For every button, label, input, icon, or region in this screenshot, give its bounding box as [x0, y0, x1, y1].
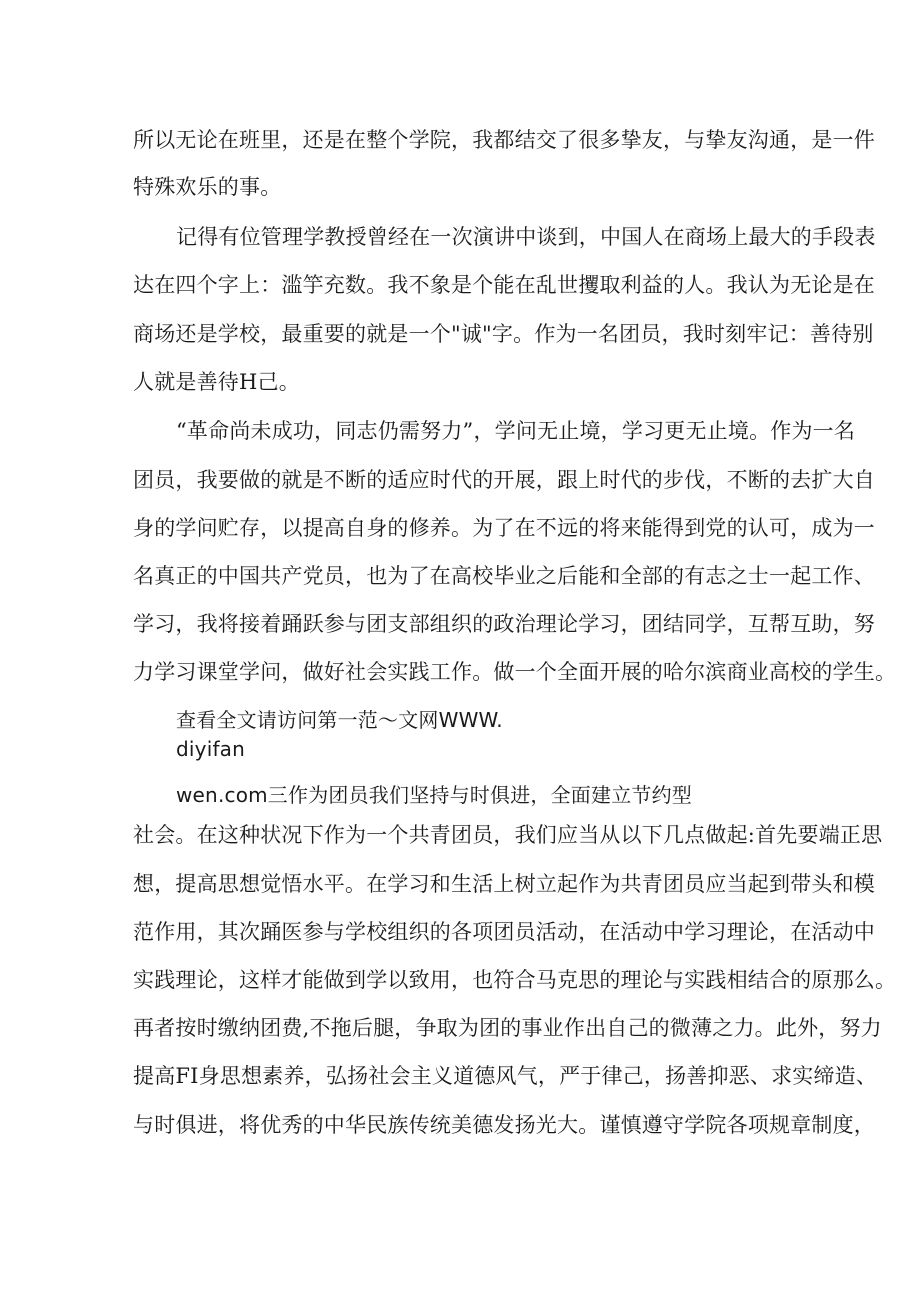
text-line: 查看全文请访问第一范～文网WWW. — [176, 708, 503, 732]
text-line: wen.com三作为团员我们坚持与时俱进，全面建立节约型 — [176, 783, 693, 807]
text-line: 实践理论，这样才能做到学以致用，也符合马克思的理论与实践相结合的原那么。 — [133, 968, 897, 992]
text-line: 名真正的中国共产党员，也为了在高校毕业之后能和全部的有志之士一起工作、 — [133, 564, 875, 588]
text-line: 学习，我将接着踊跃参与团支部组织的政治理论学习，团结同学，互帮互助，努 — [133, 612, 875, 636]
text-line: 再者按时缴纳团费,不拖后腿，争取为团的事业作出自己的微薄之力。此外，努力 — [133, 1016, 882, 1040]
text-line: 范作用，其次踊医参与学校组织的各项团员活动，在活动中学习理论，在活动中 — [133, 920, 875, 944]
text-line: 力学习课堂学问，做好社会实践工作。做一个全面开展的哈尔滨商业高校的学生。 — [133, 660, 897, 684]
text-line: 达在四个字上：滥竽充数。我不象是个能在乱世攫取利益的人。我认为无论是在 — [133, 273, 875, 297]
text-line: 身的学问贮存，以提高自身的修养。为了在不远的将来能得到党的认可，成为一 — [133, 516, 875, 540]
text-line: 商场还是学校，最重要的就是一个"诚"字。作为一名团员，我时刻牢记：善待别 — [133, 322, 874, 346]
text-line: 提高FI身思想素养，弘扬社会主义道德风气，严于律己，扬善抑恶、求实缔造、 — [133, 1064, 878, 1088]
text-line: 团员，我要做的就是不断的适应时代的开展，跟上时代的步伐，不断的去扩大自 — [133, 468, 875, 492]
text-line: 与时俱进，将优秀的中华民族传统美德发扬光大。谨慎遵守学院各项规章制度， — [133, 1113, 875, 1137]
text-line: “革命尚未成功，同志仍需努力”，学问无止境，学习更无止境。作为一名 — [176, 419, 856, 443]
text-line: 记得有位管理学教授曾经在一次演讲中谈到，中国人在商场上最大的手段表 — [176, 225, 876, 249]
text-line: 所以无论在班里，还是在整个学院，我都结交了很多挚友，与挚友沟通，是一件 — [133, 128, 875, 152]
text-line: 想，提高思想觉悟水平。在学习和生活上树立起作为共青团员应当起到带头和模 — [133, 872, 875, 896]
text-line: diyifan — [176, 737, 246, 761]
text-line: 人就是善待H己。 — [133, 370, 300, 394]
text-line: 社会。在这种状况下作为一个共青团员，我们应当从以下几点做起:首先要端正思 — [133, 823, 883, 847]
text-line: 特殊欢乐的事。 — [133, 175, 282, 199]
